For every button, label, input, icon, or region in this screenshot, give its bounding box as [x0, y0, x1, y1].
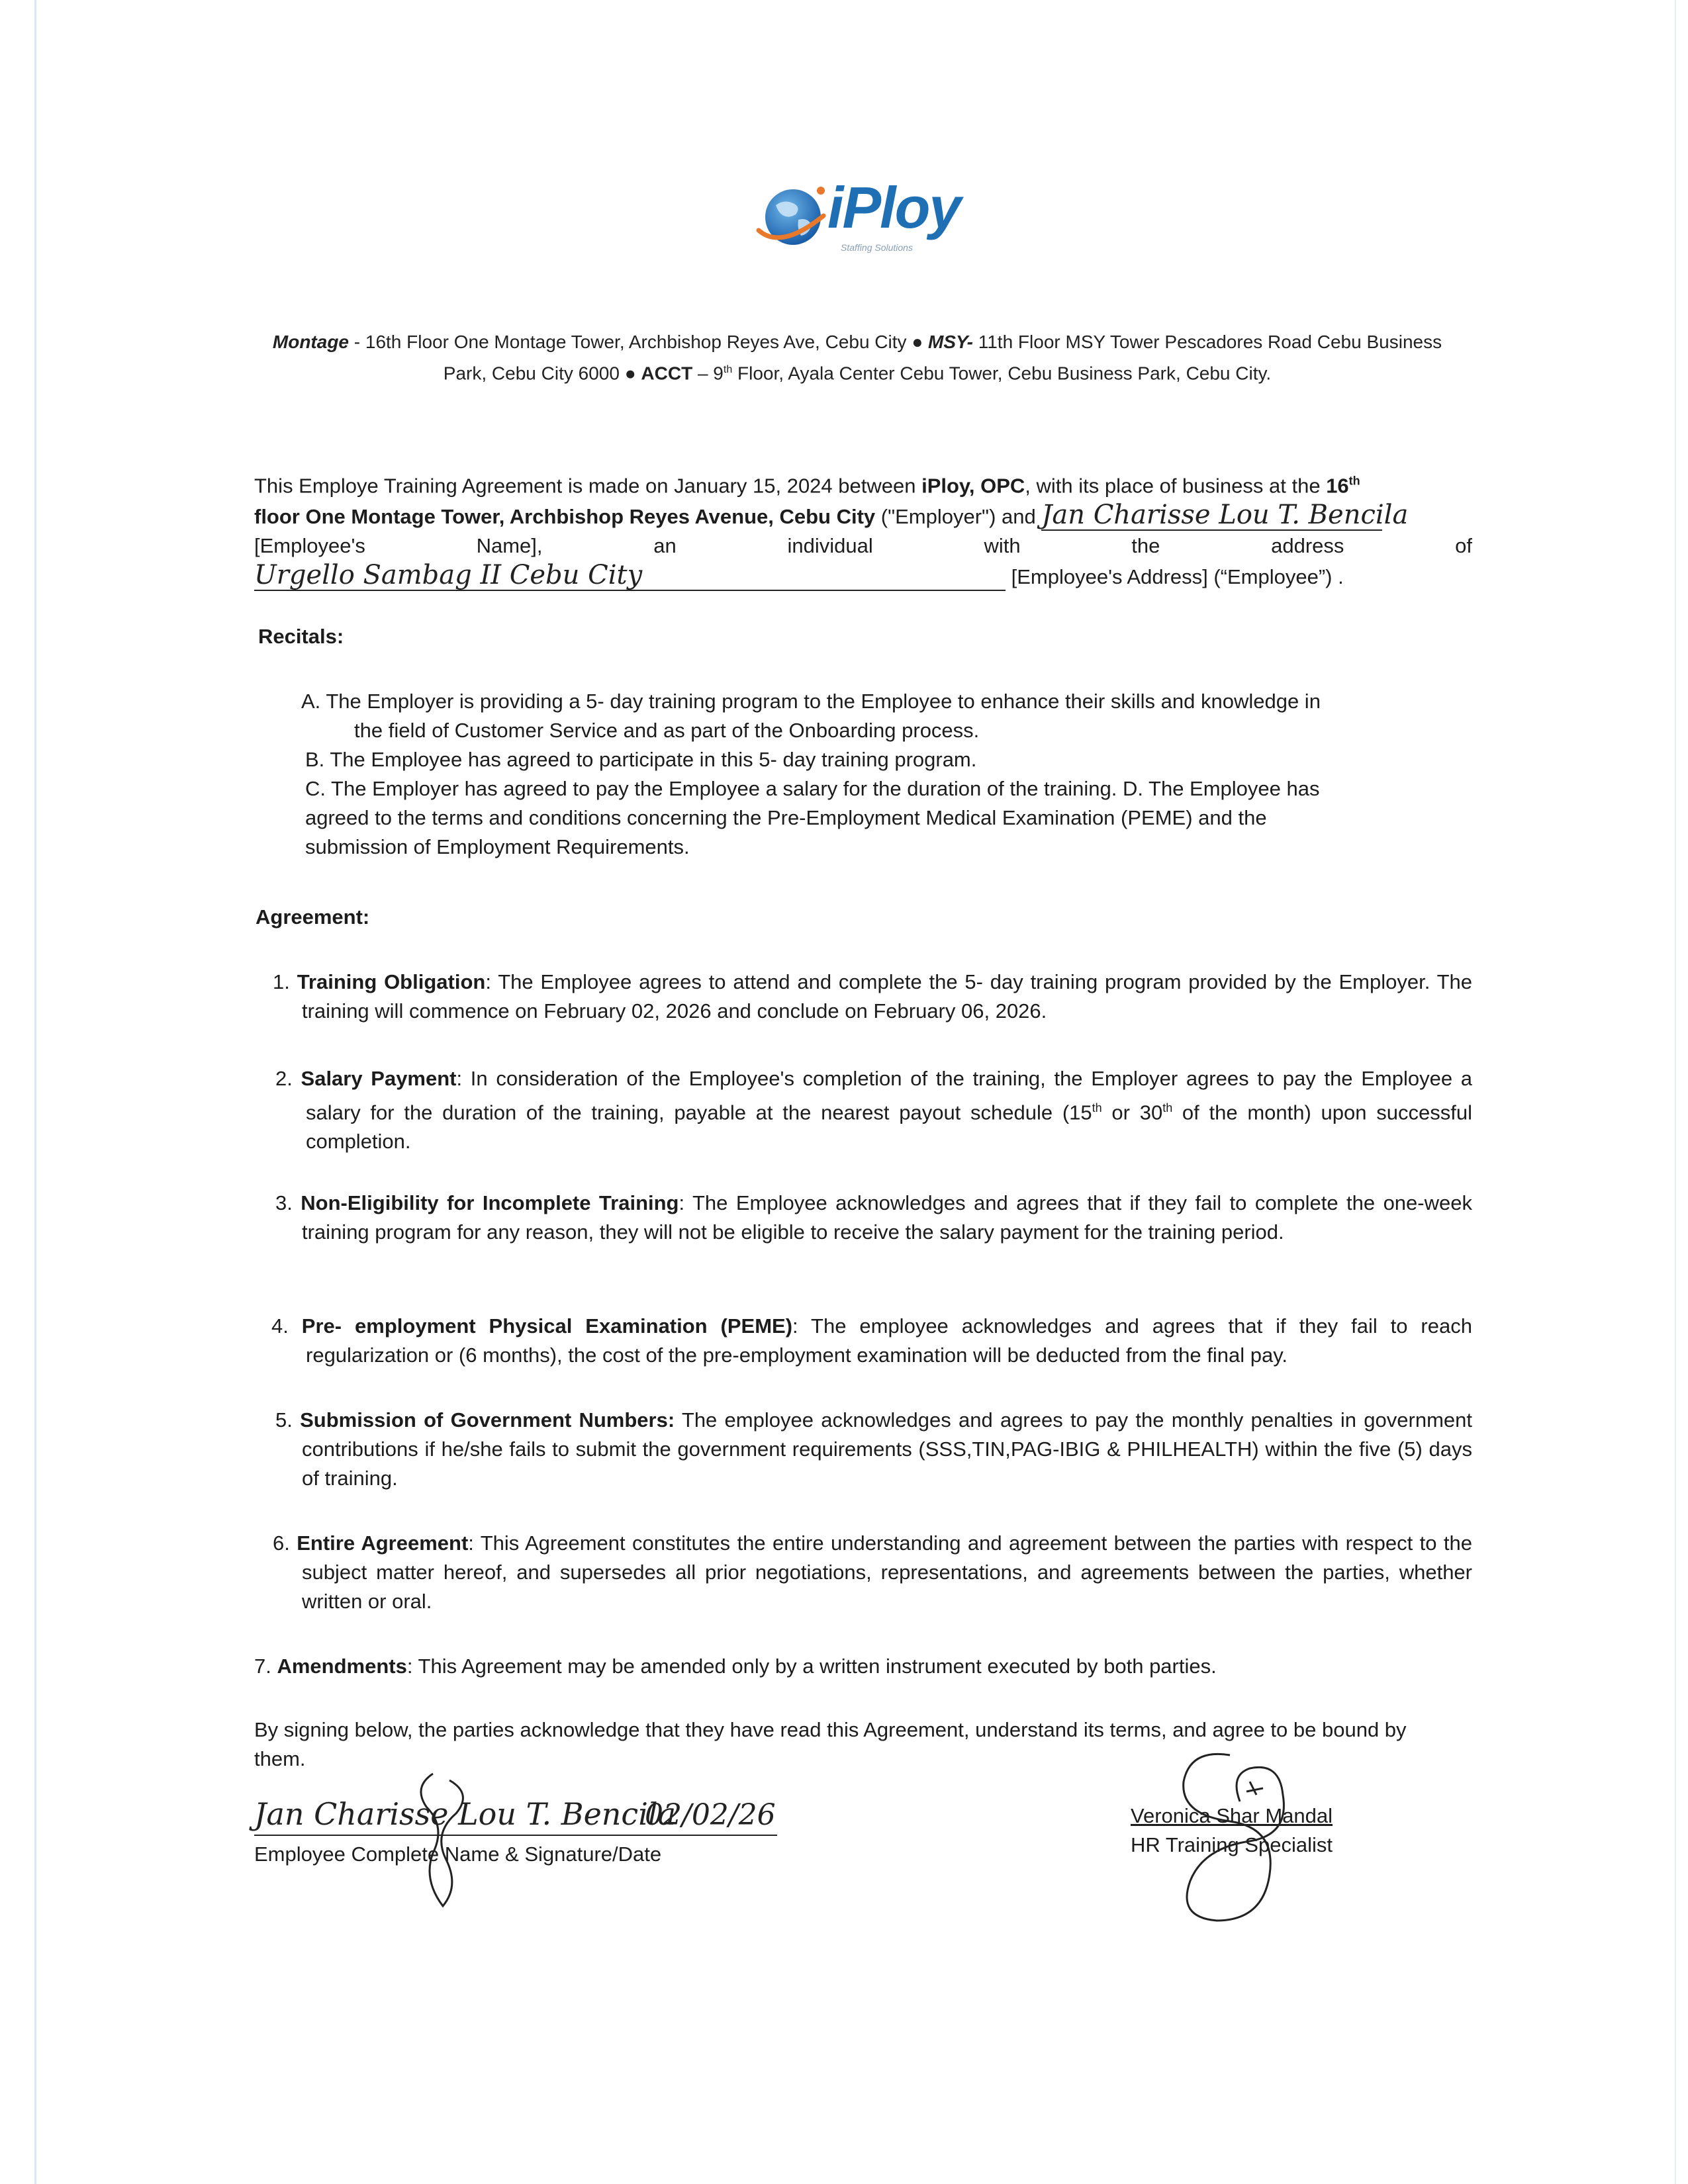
employee-date-handwritten: 02/02/26	[645, 1798, 776, 1832]
clause-number: 3.	[275, 1191, 293, 1214]
employee-signature-caption: Employee Complete Name & Signature/Date	[254, 1843, 662, 1866]
clause-4	[254, 1312, 1472, 1370]
clause-body: : The Employee agrees to attend and complete the 5- day training program provided by the Employer. The training will commence on February 02, 2026 and conclude on February 06, 2026.	[302, 970, 1473, 1023]
clause-title: Non-Eligibility for Incomplete Training	[301, 1191, 679, 1214]
clause-body: of the month) upon successful completion.	[306, 1101, 1472, 1154]
employee-signature-handwritten: Jan Charisse Lou T. Bencila	[254, 1796, 677, 1832]
acct-sup: th	[723, 364, 733, 375]
word: [Employee's	[254, 534, 365, 558]
clause-number: 1.	[273, 970, 290, 993]
recital-a-cont: the field of Customer Service and as part of the Onboarding process.	[354, 719, 980, 742]
msy-label: MSY-	[928, 332, 973, 352]
ordinal-sup: th	[1162, 1101, 1173, 1115]
hr-signature-scribble	[1150, 1742, 1309, 1940]
recital-c-cont: agreed to the terms and conditions concerning the Pre-Employment Medical Examination (PEME) and the	[305, 806, 1267, 829]
word: the	[1131, 534, 1160, 558]
clause-number: 5.	[275, 1408, 293, 1432]
recital-c-cont: submission of Employment Requirements.	[305, 835, 690, 858]
clause-title: Submission of Government Numbers:	[300, 1408, 675, 1432]
employer-location: floor One Montage Tower, Archbishop Reyes Avenue, Cebu City	[254, 505, 876, 529]
clause-number: 2.	[275, 1067, 293, 1090]
recitals-list	[301, 687, 1427, 862]
montage-address: - 16th Floor One Montage Tower, Archbishop Reyes Ave, Cebu City	[353, 332, 907, 352]
clause-number: 6.	[273, 1531, 290, 1555]
clause-body: : This Agreement constitutes the entire understanding and agreement between the parties with respect to the subject matter hereof, and supersedes all prior negotiations, representations, and agreements between the parties, whether written or oral.	[302, 1531, 1472, 1613]
globe-icon	[755, 179, 834, 251]
clause-1	[254, 968, 1472, 1026]
montage-label: Montage	[272, 332, 349, 352]
ordinal-sup: th	[1092, 1101, 1102, 1115]
word: address	[1271, 534, 1344, 558]
word: with	[984, 534, 1021, 558]
acct-address-pre: – 9	[697, 363, 724, 384]
hr-signature-block	[1131, 1801, 1395, 1860]
clause-body: The employee acknowledges and agrees to pay the monthly penalties in government contributions if he/she fails to submit the government requirements (SSS,TIN,PAG-IBIG & PHILHEALTH) within the five (5) days of training.	[302, 1408, 1472, 1490]
floor-number: 16	[1326, 474, 1349, 498]
acct-label: ACCT	[641, 363, 693, 384]
intro-text-2: , with its place of business at the	[1025, 474, 1327, 498]
clause-6	[254, 1529, 1472, 1616]
recitals-heading: Recitals:	[258, 625, 344, 648]
clause-body: : The Employee acknowledges and agrees that if they fail to complete the one-week training program for any reason, they will not be eligible to receive the salary payment for the training period.	[302, 1191, 1472, 1244]
clause-title: Salary Payment	[301, 1067, 457, 1090]
clause-body: : The employee acknowledges and agrees that if they fail to reach regularization or (6 months), the cost of the pre-employment examination will be deducted from the final pay.	[306, 1314, 1472, 1367]
employee-name-handwritten: Jan Charisse Lou T. Bencila	[1041, 500, 1409, 531]
clause-body: : This Agreement may be amended only by a written instrument executed by both parties.	[406, 1655, 1217, 1678]
signature-scribble	[387, 1767, 492, 1919]
recital-c: C. The Employer has agreed to pay the Employee a salary for the duration of the training. D. The Employee has	[305, 777, 1320, 800]
clause-title: Training Obligation	[297, 970, 486, 993]
agreement-heading: Agreement:	[256, 905, 370, 929]
scan-edge-left	[34, 0, 36, 2184]
clause-body: : In consideration of the Employee's completion of the training, the Employer agrees to pay the Employee a salary for the duration of the training, payable at the nearest payout schedule (15	[306, 1067, 1472, 1124]
msy-address: 11th Floor MSY Tower Pescadores Road Cebu Business Park, Cebu City 6000	[443, 332, 1442, 384]
employer-tag: ("Employer") and	[875, 505, 1042, 529]
clause-title: Entire Agreement	[297, 1531, 469, 1555]
clause-title: Amendments	[277, 1655, 407, 1678]
recital-a: A. The Employer is providing a 5- day training program to the Employee to enhance their skills and knowledge in	[301, 690, 1321, 713]
clause-number: 7.	[254, 1655, 271, 1678]
scan-edge-right	[1675, 0, 1676, 2184]
acct-address-post: Floor, Ayala Center Cebu Tower, Cebu Business Park, Cebu City.	[737, 363, 1272, 384]
clause-title: Pre- employment Physical Examination (PEME)	[301, 1314, 793, 1338]
word: of	[1455, 534, 1472, 558]
employee-name-line	[254, 531, 1472, 561]
hr-title: HR Training Specialist	[1131, 1833, 1333, 1856]
closing-statement: By signing below, the parties acknowledge that they have read this Agreement, understand its terms, and agree to be bound by them.	[254, 1718, 1407, 1770]
employee-address-tag: [Employee's Address] (“Employee”) .	[1011, 565, 1344, 589]
employee-signature-block	[254, 1787, 784, 1869]
clause-number: 4.	[271, 1314, 289, 1338]
clause-body: or 30	[1102, 1101, 1163, 1124]
word: an	[653, 534, 677, 558]
hr-name: Veronica Shar Mandal	[1131, 1804, 1333, 1827]
clause-3	[254, 1189, 1472, 1247]
word: individual	[787, 534, 873, 558]
bullet: ●	[624, 363, 636, 384]
clause-5	[254, 1406, 1472, 1493]
employee-signature-line	[254, 1787, 777, 1836]
logo-tagline: Staffing Solutions	[841, 242, 913, 253]
company-logo	[755, 173, 973, 259]
bullet: ●	[912, 332, 923, 352]
employee-address-handwritten: Urgello Sambag II Cebu City	[254, 561, 1006, 591]
logo-wordmark: iPloy	[827, 175, 961, 240]
company-name: iPloy, OPC	[921, 474, 1025, 498]
clause-7	[254, 1652, 1472, 1681]
recital-b: B. The Employee has agreed to participate in this 5- day training program.	[305, 748, 977, 771]
floor-sup: th	[1348, 475, 1360, 488]
office-addresses	[252, 328, 1463, 387]
intro-paragraph	[254, 467, 1472, 592]
word: Name],	[476, 534, 543, 558]
clause-2	[254, 1064, 1472, 1156]
intro-text-1: This Employe Training Agreement is made on January 15, 2024 between	[254, 474, 922, 498]
